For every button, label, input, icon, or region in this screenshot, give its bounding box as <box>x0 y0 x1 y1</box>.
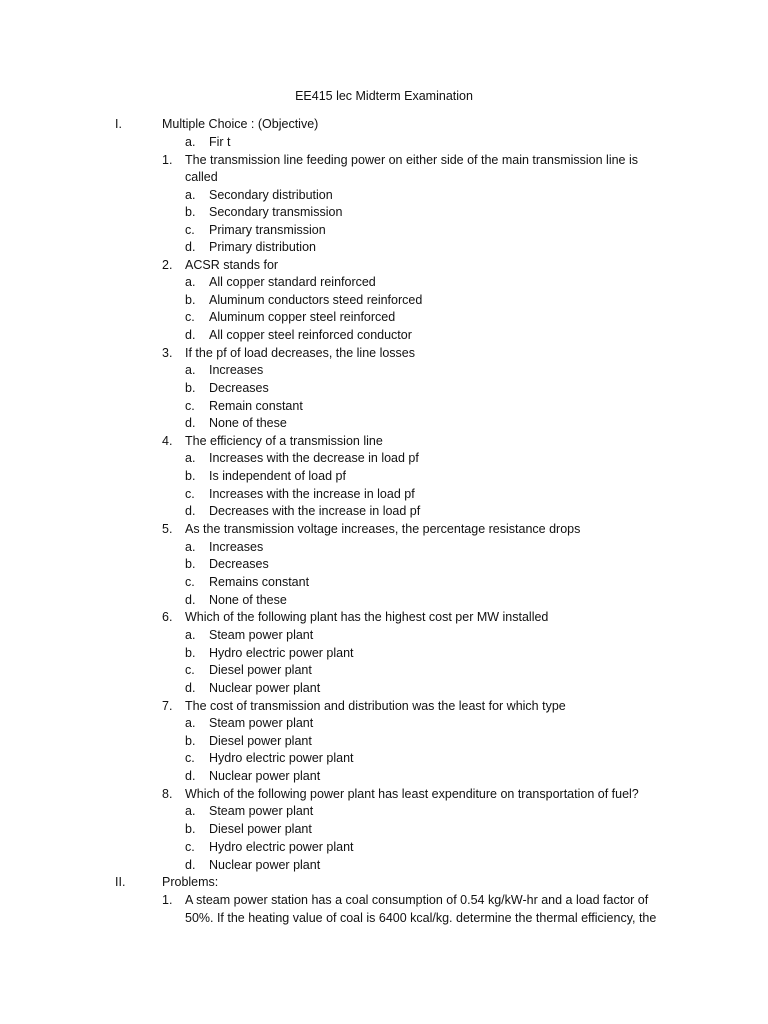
option-text: Nuclear power plant <box>209 681 321 695</box>
question-5-text: As the transmission voltage increases, the percentage resistance drops <box>185 522 581 536</box>
option-text: Hydro electric power plant <box>209 751 354 765</box>
question-2-text: ACSR stands for <box>185 258 279 272</box>
question-6-number: 6. <box>162 610 173 624</box>
option-letter: a. <box>185 275 196 289</box>
option-text: Increases <box>209 540 264 554</box>
option-text: Increases with the increase in load pf <box>209 487 415 501</box>
option-letter: a. <box>185 540 196 554</box>
document-title: EE415 lec Midterm Examination <box>295 89 473 103</box>
option-text: Is independent of load pf <box>209 469 346 483</box>
question-5-number: 5. <box>162 522 173 536</box>
option-letter: a. <box>185 188 196 202</box>
option-text: Hydro electric power plant <box>209 840 354 854</box>
problem-1-text-cont: 50%. If the heating value of coal is 6400 kcal/kg. determine the thermal efficiency, the <box>185 911 657 925</box>
option-text: Nuclear power plant <box>209 858 321 872</box>
section-2-numeral: II. <box>115 875 126 889</box>
option-letter: a. <box>185 451 196 465</box>
question-1-text: The transmission line feeding power on either side of the main transmission line is <box>185 153 639 167</box>
option-letter: a. <box>185 804 196 818</box>
option-letter: b. <box>185 381 196 395</box>
option-text: Nuclear power plant <box>209 769 321 783</box>
option-text: Aluminum copper steel reinforced <box>209 310 396 324</box>
option-letter: c. <box>185 487 195 501</box>
question-7-text: The cost of transmission and distribution was the least for which type <box>185 699 566 713</box>
option-letter: a. <box>185 628 196 642</box>
option-letter: b. <box>185 646 196 660</box>
question-1-number: 1. <box>162 153 173 167</box>
option-letter: c. <box>185 575 195 589</box>
option-letter: c. <box>185 399 195 413</box>
question-4-number: 4. <box>162 434 173 448</box>
question-8-text: Which of the following power plant has least expenditure on transportation of fuel? <box>185 787 639 801</box>
option-letter: d. <box>185 858 196 872</box>
option-text: Remain constant <box>209 399 303 413</box>
option-letter: a. <box>185 363 196 377</box>
option-text: Increases <box>209 363 264 377</box>
option-text: Secondary transmission <box>209 205 343 219</box>
option-text: Diesel power plant <box>209 822 312 836</box>
option-text: Decreases <box>209 557 269 571</box>
option-letter: b. <box>185 469 196 483</box>
option-text: All copper standard reinforced <box>209 275 376 289</box>
option-letter: c. <box>185 223 195 237</box>
example-option-letter: a. <box>185 135 196 149</box>
option-letter: d. <box>185 328 196 342</box>
option-text: Hydro electric power plant <box>209 646 354 660</box>
option-text: Increases with the decrease in load pf <box>209 451 419 465</box>
option-letter: b. <box>185 822 196 836</box>
option-text: None of these <box>209 416 287 430</box>
option-text: Diesel power plant <box>209 663 312 677</box>
option-text: Primary transmission <box>209 223 326 237</box>
option-letter: b. <box>185 734 196 748</box>
option-text: All copper steel reinforced conductor <box>209 328 412 342</box>
option-text: Primary distribution <box>209 240 316 254</box>
section-2-heading: Problems: <box>162 875 219 889</box>
question-7-number: 7. <box>162 699 173 713</box>
option-text: Secondary distribution <box>209 188 333 202</box>
option-text: Aluminum conductors steed reinforced <box>209 293 423 307</box>
option-letter: c. <box>185 840 195 854</box>
option-letter: c. <box>185 310 195 324</box>
example-option-text: Fir t <box>209 135 231 149</box>
option-text: None of these <box>209 593 287 607</box>
question-1-text-cont: called <box>185 170 218 184</box>
option-letter: b. <box>185 557 196 571</box>
option-letter: d. <box>185 416 196 430</box>
section-1-heading: Multiple Choice : (Objective) <box>162 117 319 131</box>
option-text: Steam power plant <box>209 628 314 642</box>
option-text: Diesel power plant <box>209 734 312 748</box>
option-text: Decreases <box>209 381 269 395</box>
option-letter: c. <box>185 751 195 765</box>
section-1-numeral: I. <box>115 117 122 131</box>
question-3-number: 3. <box>162 346 173 360</box>
option-letter: b. <box>185 293 196 307</box>
question-6-text: Which of the following plant has the highest cost per MW installed <box>185 610 549 624</box>
option-letter: d. <box>185 593 196 607</box>
option-text: Decreases with the increase in load pf <box>209 504 421 518</box>
question-4-text: The efficiency of a transmission line <box>185 434 383 448</box>
option-letter: d. <box>185 769 196 783</box>
option-letter: b. <box>185 205 196 219</box>
option-letter: d. <box>185 681 196 695</box>
question-3-text: If the pf of load decreases, the line losses <box>185 346 415 360</box>
option-letter: a. <box>185 716 196 730</box>
option-text: Steam power plant <box>209 804 314 818</box>
option-letter: c. <box>185 663 195 677</box>
question-8-number: 8. <box>162 787 173 801</box>
question-2-number: 2. <box>162 258 173 272</box>
option-letter: d. <box>185 240 196 254</box>
option-text: Steam power plant <box>209 716 314 730</box>
option-letter: d. <box>185 504 196 518</box>
problem-1-text: A steam power station has a coal consumption of 0.54 kg/kW-hr and a load factor of <box>185 893 649 907</box>
option-text: Remains constant <box>209 575 310 589</box>
problem-1-number: 1. <box>162 893 173 907</box>
